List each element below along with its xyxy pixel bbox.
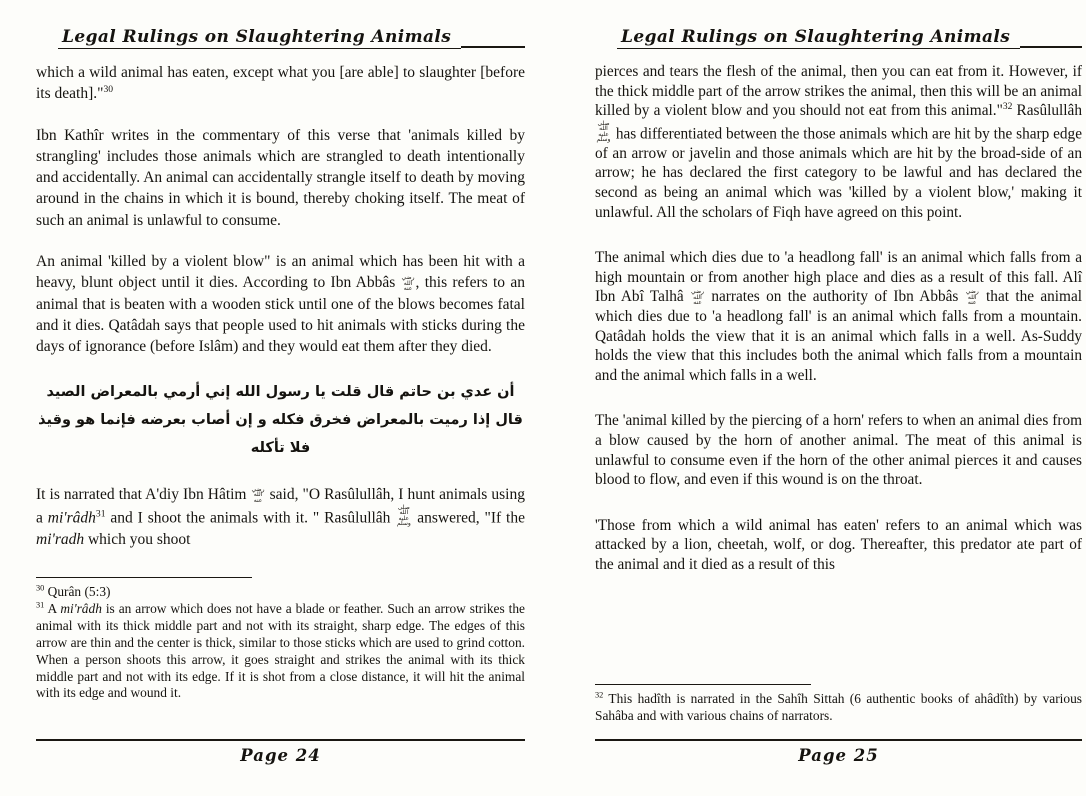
running-header-title: Legal Rulings on Slaughtering Animals xyxy=(58,27,461,49)
header-rule xyxy=(1020,46,1082,48)
paragraph-wild-animal-eaten: 'Those from which a wild animal has eaten' refers to an animal which was attacked by a lion, cheetah, wolf, or dog. Thereafter, this predator ate part of the animal and it died as a result of this xyxy=(595,516,1082,573)
term-miradh: mi'radh xyxy=(36,530,85,548)
paragraph-adiy-narration xyxy=(36,484,525,550)
paragraph-text: The animal which dies due to 'a headlong fall' is an animal which falls from a high mountain or from another high place and dies as a result of this fall. Alî Ibn Abî Talhâ xyxy=(595,249,1082,306)
paragraph-text: said, "O Rasûlullâh, I hunt animals using a xyxy=(36,485,525,527)
companion-honorific-icon: رضي الله عنه xyxy=(401,274,415,293)
page-number: Page 24 xyxy=(240,746,321,765)
paragraph-text: Rasûlullâh xyxy=(1012,102,1082,120)
term-miradh: mi'râdh xyxy=(60,600,102,616)
paragraph-text: pierces and tears the flesh of the animal, then you can eat from it. However, if the thick middle part of the arrow strikes the animal, then this will be an animal killed by a violent blow and you should not eat from this animal." xyxy=(595,63,1082,120)
prophet-honorific-icon: صلى الله عليه وسلم xyxy=(596,119,611,144)
paragraph-text: It is narrated that A'diy Ibn Hâtim xyxy=(36,485,251,503)
page-number: Page 25 xyxy=(798,746,879,765)
paragraph-horn-piercing: The 'animal killed by the piercing of a horn' refers to when an animal dies from a blow caused by the horn of another animal. The meat of this animal is unlawful to consume even if the horn of the other animal pierces it and causes blood to flow, and even if this wound is on the throat. xyxy=(595,412,1082,489)
page-footer-left xyxy=(36,739,525,766)
paragraph-arrow-ruling xyxy=(595,62,1082,222)
footnotes-right xyxy=(595,684,1082,725)
paragraph-verse-end xyxy=(36,62,525,105)
paragraph-text: , this refers to an animal that is beaten with a wooden stick until one of the blows becomes fatal and it dies. Qatâdah says that people used to hit animals with sticks during the days of ignorance (before Islâm) and they would eat them after they died. xyxy=(36,274,525,356)
footnote-separator xyxy=(36,577,252,578)
paragraph-ibn-kathir: Ibn Kathîr writes in the commentary of this verse that 'animals killed by strangling' includes those animals which are strangled to death intentionally and accidentally. An animal can accidentally strangle itself to death by moving around in the chains in which it is bound, thereby choking itself. The meat of such an animal is unlawful to consume. xyxy=(36,126,525,229)
paragraph-text: which a wild animal has eaten, except what you [are able] to slaughter [before its death]." xyxy=(36,64,525,103)
footnote-text: A xyxy=(44,600,61,616)
companion-honorific-icon: رضي الله عنه xyxy=(251,485,265,504)
page-24 xyxy=(36,0,525,796)
footnote-ref-30: 30 xyxy=(103,84,114,96)
arabic-hadith-text: أن عدي بن حاتم قال قلت يا رسول الله إني أرمي بالمعراض الصيد قال إذا رميت بالمعراض فخرق فكله و إن أصاب بعرضه فإنما هو وقيذ فلا تأكله xyxy=(38,383,523,456)
footnote-number: 31 xyxy=(36,600,45,610)
footnotes-left xyxy=(36,577,525,702)
footnote-30 xyxy=(36,584,525,601)
paragraph-text: and I shoot the animals with it. " Rasûlullâh xyxy=(105,509,396,527)
footnote-text: is an arrow which does not have a blade or feather. Such an arrow strikes the animal with its thick middle part and not with its straight, sharp edge. The edges of this arrow are thin and the center is thick, similar to those sticks which are used to grind cotton. When a person shoots this arrow, it goes straight and strikes the animal with its thick middle part and not with its edge. If it is shot from a close distance, it will hit the animal with its edge and wound it. xyxy=(36,600,525,701)
page-25 xyxy=(595,0,1082,796)
running-header-left xyxy=(36,0,525,49)
footnote-32 xyxy=(595,691,1082,725)
running-header-right xyxy=(595,0,1082,49)
paragraph-text: narrates on the authority of Ibn Abbâs xyxy=(705,288,965,306)
paragraph-text: has differentiated between the those animals which are hit by the sharp edge of an arrow or javelin and those animals which are hit by the broad-side of an arrow; he has declared the first category to be lawful and has declared the second as being an animal which was 'killed by a violent blow,' making it unlawful. All the scholars of Fiqh have agreed on this point. xyxy=(595,125,1082,221)
header-rule xyxy=(461,46,525,48)
running-header-title: Legal Rulings on Slaughtering Animals xyxy=(617,27,1020,49)
footnote-text: Qurân (5:3) xyxy=(44,584,111,599)
footnote-separator xyxy=(595,684,811,685)
footnote-number: 32 xyxy=(595,690,604,700)
companion-honorific-icon: رضي الله عنه xyxy=(965,288,979,307)
paragraph-headlong-fall xyxy=(595,248,1082,385)
paragraph-text: that the animal which dies due to 'a headlong fall' is an animal which falls from a mountain. Qatâdah holds the view that it is an animal which falls in a well. As-Suddy holds the view that this includes both the animal which falls from a mountain and the animal which falls in a well. xyxy=(595,288,1082,384)
companion-honorific-icon: رضي الله عنه xyxy=(691,288,704,307)
prophet-honorific-icon: صلى الله عليه وسلم xyxy=(396,503,411,528)
footnote-number: 30 xyxy=(36,583,45,593)
term-miradh: mi'râdh xyxy=(47,509,96,527)
paragraph-text: which you shoot xyxy=(84,530,191,548)
paragraph-text: answered, "If the xyxy=(412,509,525,527)
footnote-31 xyxy=(36,601,525,702)
footnote-text: This hadîth is narrated in the Sahîh Sittah (6 authentic books of ahâdîth) by various Sahâba and with various chains of narrators. xyxy=(595,691,1082,723)
footnote-ref-31: 31 xyxy=(95,508,106,520)
page-24-body xyxy=(36,49,525,550)
paragraph-violent-blow xyxy=(36,251,525,357)
footnote-ref-32: 32 xyxy=(1002,102,1013,113)
paragraph-text: An animal 'killed by a violent blow" is an animal which has been hit with a heavy, blunt object until it dies. According to Ibn Abbâs xyxy=(36,253,525,292)
page-footer-right xyxy=(595,739,1082,766)
page-25-body xyxy=(595,49,1082,575)
